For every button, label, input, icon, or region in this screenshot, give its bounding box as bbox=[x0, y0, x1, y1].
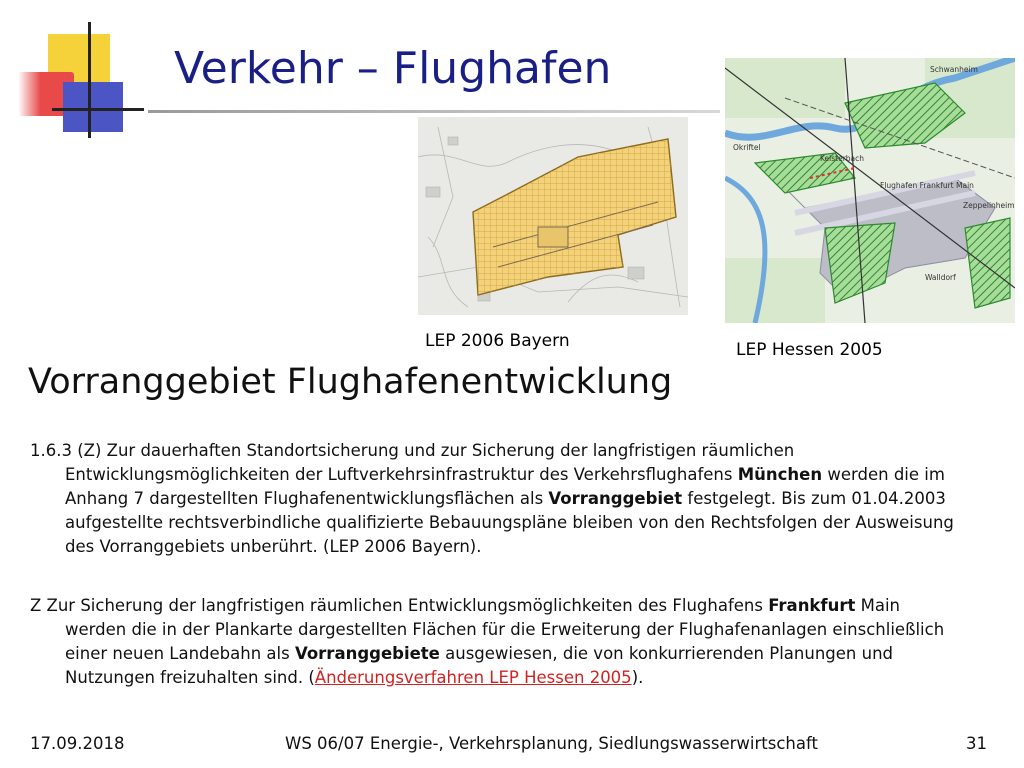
map-label-schwanheim: Schwanheim bbox=[930, 65, 978, 74]
caption-bayern: LEP 2006 Bayern bbox=[425, 331, 570, 351]
caption-hessen: LEP Hessen 2005 bbox=[736, 340, 883, 360]
paragraph-line: Entwicklungsmöglichkeiten der Luftverkehrsinfrastruktur des Verkehrsflughafens München werden die im bbox=[65, 465, 945, 484]
paragraph-line: 1.6.3 (Z) Zur dauerhaften Standortsicherung und zur Sicherung der langfristigen räumlichen bbox=[30, 441, 795, 460]
footer-course: WS 06/07 Energie-, Verkehrsplanung, Siedlungswasserwirtschaft bbox=[285, 734, 818, 753]
bold-muenchen: München bbox=[737, 465, 823, 484]
paragraph-line: einer neuen Landebahn als Vorranggebiete ausgewiesen, die von konkurrierenden Planungen und bbox=[65, 644, 893, 663]
paragraph-line: Nutzungen freizuhalten sind. (Änderungsverfahren LEP Hessen 2005). bbox=[65, 668, 644, 687]
logo-horizontal-line bbox=[52, 108, 144, 111]
bold-vorranggebiete: Vorranggebiete bbox=[294, 644, 440, 663]
decorative-logo bbox=[0, 0, 160, 150]
bold-frankfurt: Frankfurt bbox=[768, 596, 856, 615]
logo-blue-square bbox=[63, 82, 123, 132]
paragraph-bayern bbox=[30, 439, 1015, 559]
map-label-okriftel: Okriftel bbox=[733, 143, 761, 152]
footer-page-number: 31 bbox=[966, 734, 987, 753]
map-image-hessen bbox=[725, 58, 1015, 323]
paragraph-line: aufgestellte rechtsverbindliche qualifizierte Bebauungspläne bleiben von den Rechtsfolgen der Ausweisung bbox=[65, 513, 954, 532]
paragraph-line: werden die in der Plankarte dargestellten Flächen für die Erweiterung der Flughafenanlagen einschließlich bbox=[65, 620, 945, 639]
map-label-flughafen: Flughafen Frankfurt Main bbox=[880, 181, 974, 190]
footer-date: 17.09.2018 bbox=[30, 734, 125, 753]
map-label-zeppelinheim: Zeppelinheim bbox=[963, 201, 1015, 210]
map-image-bayern bbox=[418, 117, 688, 315]
title-underline bbox=[148, 110, 720, 113]
paragraph-line: des Vorranggebiets unberührt. (LEP 2006 Bayern). bbox=[65, 537, 482, 556]
paragraph-line: Anhang 7 dargestellten Flughafenentwicklungsflächen als Vorranggebiet festgelegt. Bis zum 01.04.2003 bbox=[65, 489, 946, 508]
section-heading: Vorranggebiet Flughafenentwicklung bbox=[28, 362, 673, 402]
map-label-kelsterbach: Kelsterbach bbox=[820, 154, 865, 163]
bold-vorranggebiet: Vorranggebiet bbox=[548, 489, 683, 508]
aenderungsverfahren-link[interactable]: Änderungsverfahren LEP Hessen 2005 bbox=[314, 668, 632, 687]
slide-title: Verkehr – Flughafen bbox=[174, 43, 612, 94]
paragraph-line: Z Zur Sicherung der langfristigen räumlichen Entwicklungsmöglichkeiten des Flughafens Frankfurt Main bbox=[30, 596, 901, 615]
paragraph-hessen bbox=[30, 594, 1015, 690]
map-label-walldorf: Walldorf bbox=[925, 273, 956, 282]
logo-vertical-line bbox=[88, 22, 91, 138]
